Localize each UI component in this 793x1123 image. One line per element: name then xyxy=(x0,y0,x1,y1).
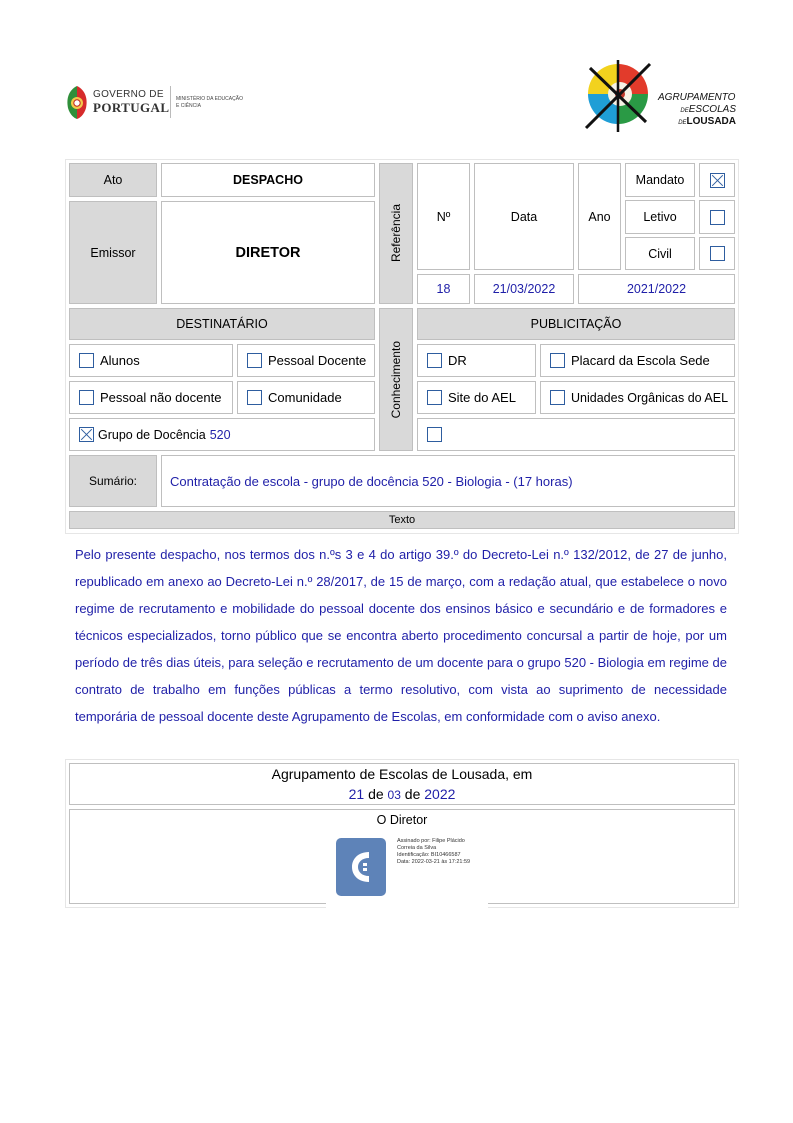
sumario-label: Sumário: xyxy=(69,455,157,507)
place-text: Agrupamento de Escolas de Lousada, em xyxy=(271,765,533,782)
dest-pessoal-nao-docente[interactable] xyxy=(69,381,233,414)
grupo-docencia-label: Grupo de Docência xyxy=(98,427,206,442)
pessoal-nao-docente-label: Pessoal não docente xyxy=(100,390,222,405)
grupo-docencia-number: 520 xyxy=(209,427,231,442)
signature-line2: Correia da Silva xyxy=(397,845,437,851)
unidades-label: Unidades Orgânicas do AEL xyxy=(571,390,729,405)
dr-checkbox[interactable] xyxy=(427,353,442,368)
dest-pessoal-docente[interactable] xyxy=(237,344,375,377)
comunidade-checkbox[interactable] xyxy=(247,390,262,405)
alunos-checkbox[interactable] xyxy=(79,353,94,368)
mandato-label: Mandato xyxy=(625,163,695,197)
pub-dr[interactable] xyxy=(417,344,536,377)
texto-header: Texto xyxy=(69,511,735,529)
pub-site-ael[interactable] xyxy=(417,381,536,414)
dest-comunidade[interactable] xyxy=(237,381,375,414)
publicitacao-header: PUBLICITAÇÃO xyxy=(417,308,735,340)
conhecimento-label xyxy=(379,308,413,451)
pessoal-docente-checkbox[interactable] xyxy=(247,353,262,368)
dest-grupo-docencia[interactable] xyxy=(69,418,375,451)
numero-header: Nº xyxy=(417,163,470,270)
pub-other[interactable] xyxy=(417,418,735,451)
school-line2-row xyxy=(680,104,736,115)
signature-details xyxy=(397,838,470,866)
ano-value: 2021/2022 xyxy=(578,274,735,304)
gov-line1: GOVERNO DE xyxy=(93,89,164,100)
signature-line4: Data: 2022-03-21 às 17:21:59 xyxy=(397,859,471,865)
signature-line3: Identificação: BI10466587 xyxy=(397,852,461,858)
dest-alunos[interactable] xyxy=(69,344,233,377)
mandato-checkbox[interactable] xyxy=(710,173,725,188)
unidades-checkbox[interactable] xyxy=(550,390,565,405)
ano-header: Ano xyxy=(578,163,621,270)
civil-checkbox[interactable] xyxy=(710,246,725,261)
placard-label: Placard da Escola Sede xyxy=(571,353,710,368)
signer-title: O Diretor xyxy=(376,813,428,827)
governo-logo xyxy=(64,84,244,120)
grupo-docencia-checkbox[interactable] xyxy=(79,427,94,442)
school-line3: LOUSADA xyxy=(686,116,736,127)
civil-checkbox-cell[interactable] xyxy=(699,237,735,270)
school-line3-row xyxy=(678,116,736,127)
other-checkbox[interactable] xyxy=(427,427,442,442)
date-line xyxy=(349,784,456,805)
school-line1: AGRUPAMENTO xyxy=(658,92,736,103)
letivo-checkbox-cell[interactable] xyxy=(699,200,735,234)
gov-line2: PORTUGAL xyxy=(93,100,170,115)
portugal-emblem-icon xyxy=(64,84,90,120)
conhecimento-text: Conhecimento xyxy=(389,340,403,419)
signature-box xyxy=(69,809,735,904)
mandato-checkbox-cell[interactable] xyxy=(699,163,735,197)
letivo-checkbox[interactable] xyxy=(710,210,725,225)
date-year: 2022 xyxy=(424,785,456,802)
school-emblem-icon xyxy=(580,58,656,134)
ministry-line1: MINISTÉRIO DA EDUCAÇÃO xyxy=(176,96,243,102)
date-month: 03 xyxy=(387,787,401,802)
alunos-label: Alunos xyxy=(100,353,140,368)
site-ael-checkbox[interactable] xyxy=(427,390,442,405)
comunidade-label: Comunidade xyxy=(268,390,342,405)
body-paragraph: Pelo presente despacho, nos termos dos n.ºs 3 e 4 do artigo 39.º do Decreto-Lei n.º 132/2012, de 27 de junho, republicado em anexo ao Decreto-Lei n.º 28/2017, de 15 de março, com a redação atual, que estabelece o novo regime de recrutamento e mobilidade do pessoal docente dos ensinos básico e secundário e de formadores e técnicos especializados, torno público que se encontra aberto procedimento concursal a partir de hoje, por um período de três dias úteis, para seleção e recrutamento de um docente para o grupo 520 - Biologia em regime de contrato de trabalho em funções públicas a termo resolutivo, com vista ao suprimento de necessidade temporária de pessoal docente deste Agrupamento de Escolas, em conformidade com o aviso anexo. xyxy=(75,547,727,724)
school-de2: DE xyxy=(678,120,687,126)
place-date-box xyxy=(69,763,735,805)
data-value: 21/03/2022 xyxy=(474,274,574,304)
school-line2: ESCOLAS xyxy=(688,104,736,115)
ato-label: Ato xyxy=(69,163,157,197)
date-de2: de xyxy=(404,785,421,802)
numero-value: 18 xyxy=(417,274,470,304)
referencia-label xyxy=(379,163,413,304)
pub-placard[interactable] xyxy=(540,344,735,377)
date-de1: de xyxy=(368,785,384,802)
date-day: 21 xyxy=(348,785,365,802)
letivo-label: Letivo xyxy=(625,200,695,234)
ato-value: DESPACHO xyxy=(161,163,375,197)
placard-checkbox[interactable] xyxy=(550,353,565,368)
site-ael-label: Site do AEL xyxy=(448,390,516,405)
signature-line1: Assinado por: Filipe Plácido xyxy=(397,838,465,844)
gov-divider xyxy=(170,86,171,118)
pessoal-docente-label: Pessoal Docente xyxy=(268,353,367,368)
pub-unidades[interactable] xyxy=(540,381,735,414)
pessoal-nao-docente-checkbox[interactable] xyxy=(79,390,94,405)
dr-label: DR xyxy=(448,353,467,368)
emissor-label: Emissor xyxy=(69,201,157,304)
referencia-text: Referência xyxy=(389,204,403,263)
emissor-value: DIRETOR xyxy=(161,201,375,304)
agrupamento-logo xyxy=(580,58,750,134)
ministry-line2: E CIÊNCIA xyxy=(176,103,202,109)
destinatario-header: DESTINATÁRIO xyxy=(69,308,375,340)
data-header: Data xyxy=(474,163,574,270)
school-de1: DE xyxy=(680,108,689,114)
sumario-value: Contratação de escola - grupo de docência 520 - Biologia - (17 horas) xyxy=(161,455,735,507)
civil-label: Civil xyxy=(625,237,695,270)
digital-signature-icon xyxy=(336,838,386,896)
